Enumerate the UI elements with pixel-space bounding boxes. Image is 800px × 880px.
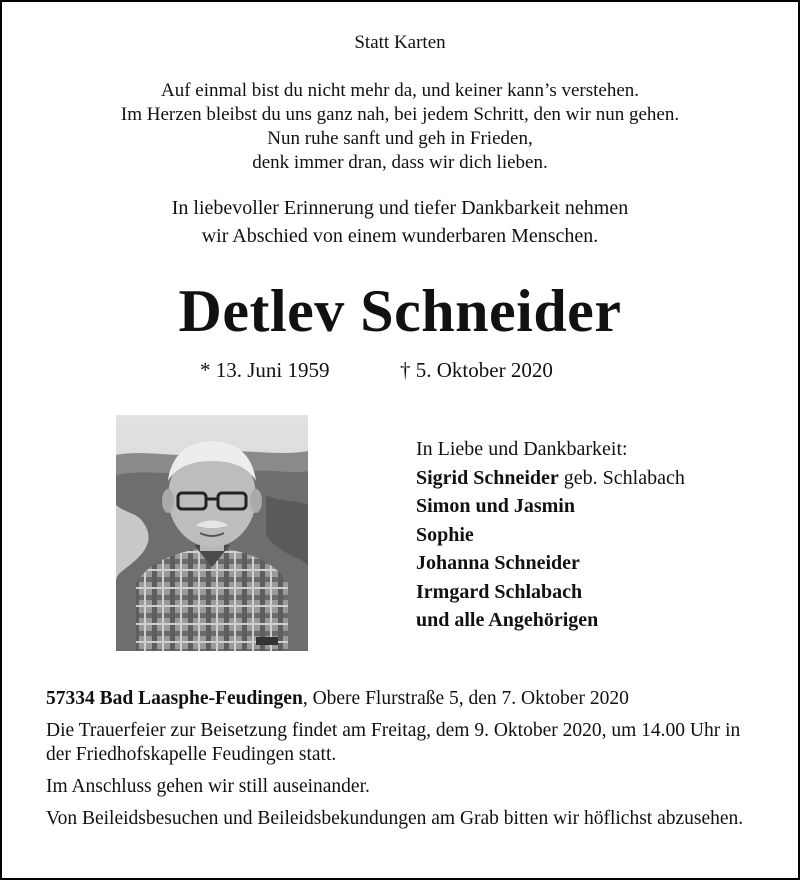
intro-text xyxy=(2,194,798,250)
condolence-note: Von Beileidsbesuchen und Beileidsbekundungen am Grab bitten wir höflichst abzusehen. xyxy=(46,808,744,829)
family-member: und alle Angehörigen xyxy=(416,609,599,631)
birth-date: * 13. Juni 1959 xyxy=(200,358,330,382)
death-date: † 5. Oktober 2020 xyxy=(400,358,553,382)
family-member: Johanna Schneider xyxy=(416,552,580,574)
portrait-photo xyxy=(116,415,308,651)
family-heading: In Liebe und Dankbarkeit: xyxy=(416,438,628,460)
family-list xyxy=(416,435,685,635)
portrait-photo-icon xyxy=(116,415,308,651)
poem-line: Nun ruhe sanft und geh in Frieden, xyxy=(267,128,533,149)
intro-line: wir Abschied von einem wunderbaren Menschen. xyxy=(201,225,599,247)
header-text: Statt Karten xyxy=(354,32,446,53)
farewell-note: Im Anschluss gehen wir still auseinander. xyxy=(46,776,370,797)
funeral-info: Die Trauerfeier zur Beisetzung findet am Freitag, dem 9. Oktober 2020, um 14.00 Uhr in der Friedhofskapelle Feudingen statt. xyxy=(46,720,741,765)
life-dates xyxy=(200,358,620,383)
address-line: 57334 Bad Laasphe-Feudingen, Obere Flurstraße 5, den 7. Oktober 2020 xyxy=(46,688,629,709)
family-member: Sophie xyxy=(416,523,474,546)
intro-line: In liebevoller Erinnerung und tiefer Dankbarkeit nehmen xyxy=(171,197,629,219)
poem-line: denk immer dran, dass wir dich lieben. xyxy=(252,152,548,173)
footer-info xyxy=(46,687,766,839)
poem-line: Auf einmal bist du nicht mehr da, und keiner kann’s verstehen. xyxy=(160,80,640,101)
family-member: Sigrid Schneider geb. Schlabach xyxy=(416,466,685,489)
deceased-name: Detlev Schneider xyxy=(178,278,622,344)
family-member: Irmgard Schlabach xyxy=(416,580,583,603)
family-member: Simon und Jasmin xyxy=(416,495,575,517)
poem-line: Im Herzen bleibst du uns ganz nah, bei jedem Schritt, den wir nun gehen. xyxy=(120,104,680,125)
poem xyxy=(2,79,798,175)
